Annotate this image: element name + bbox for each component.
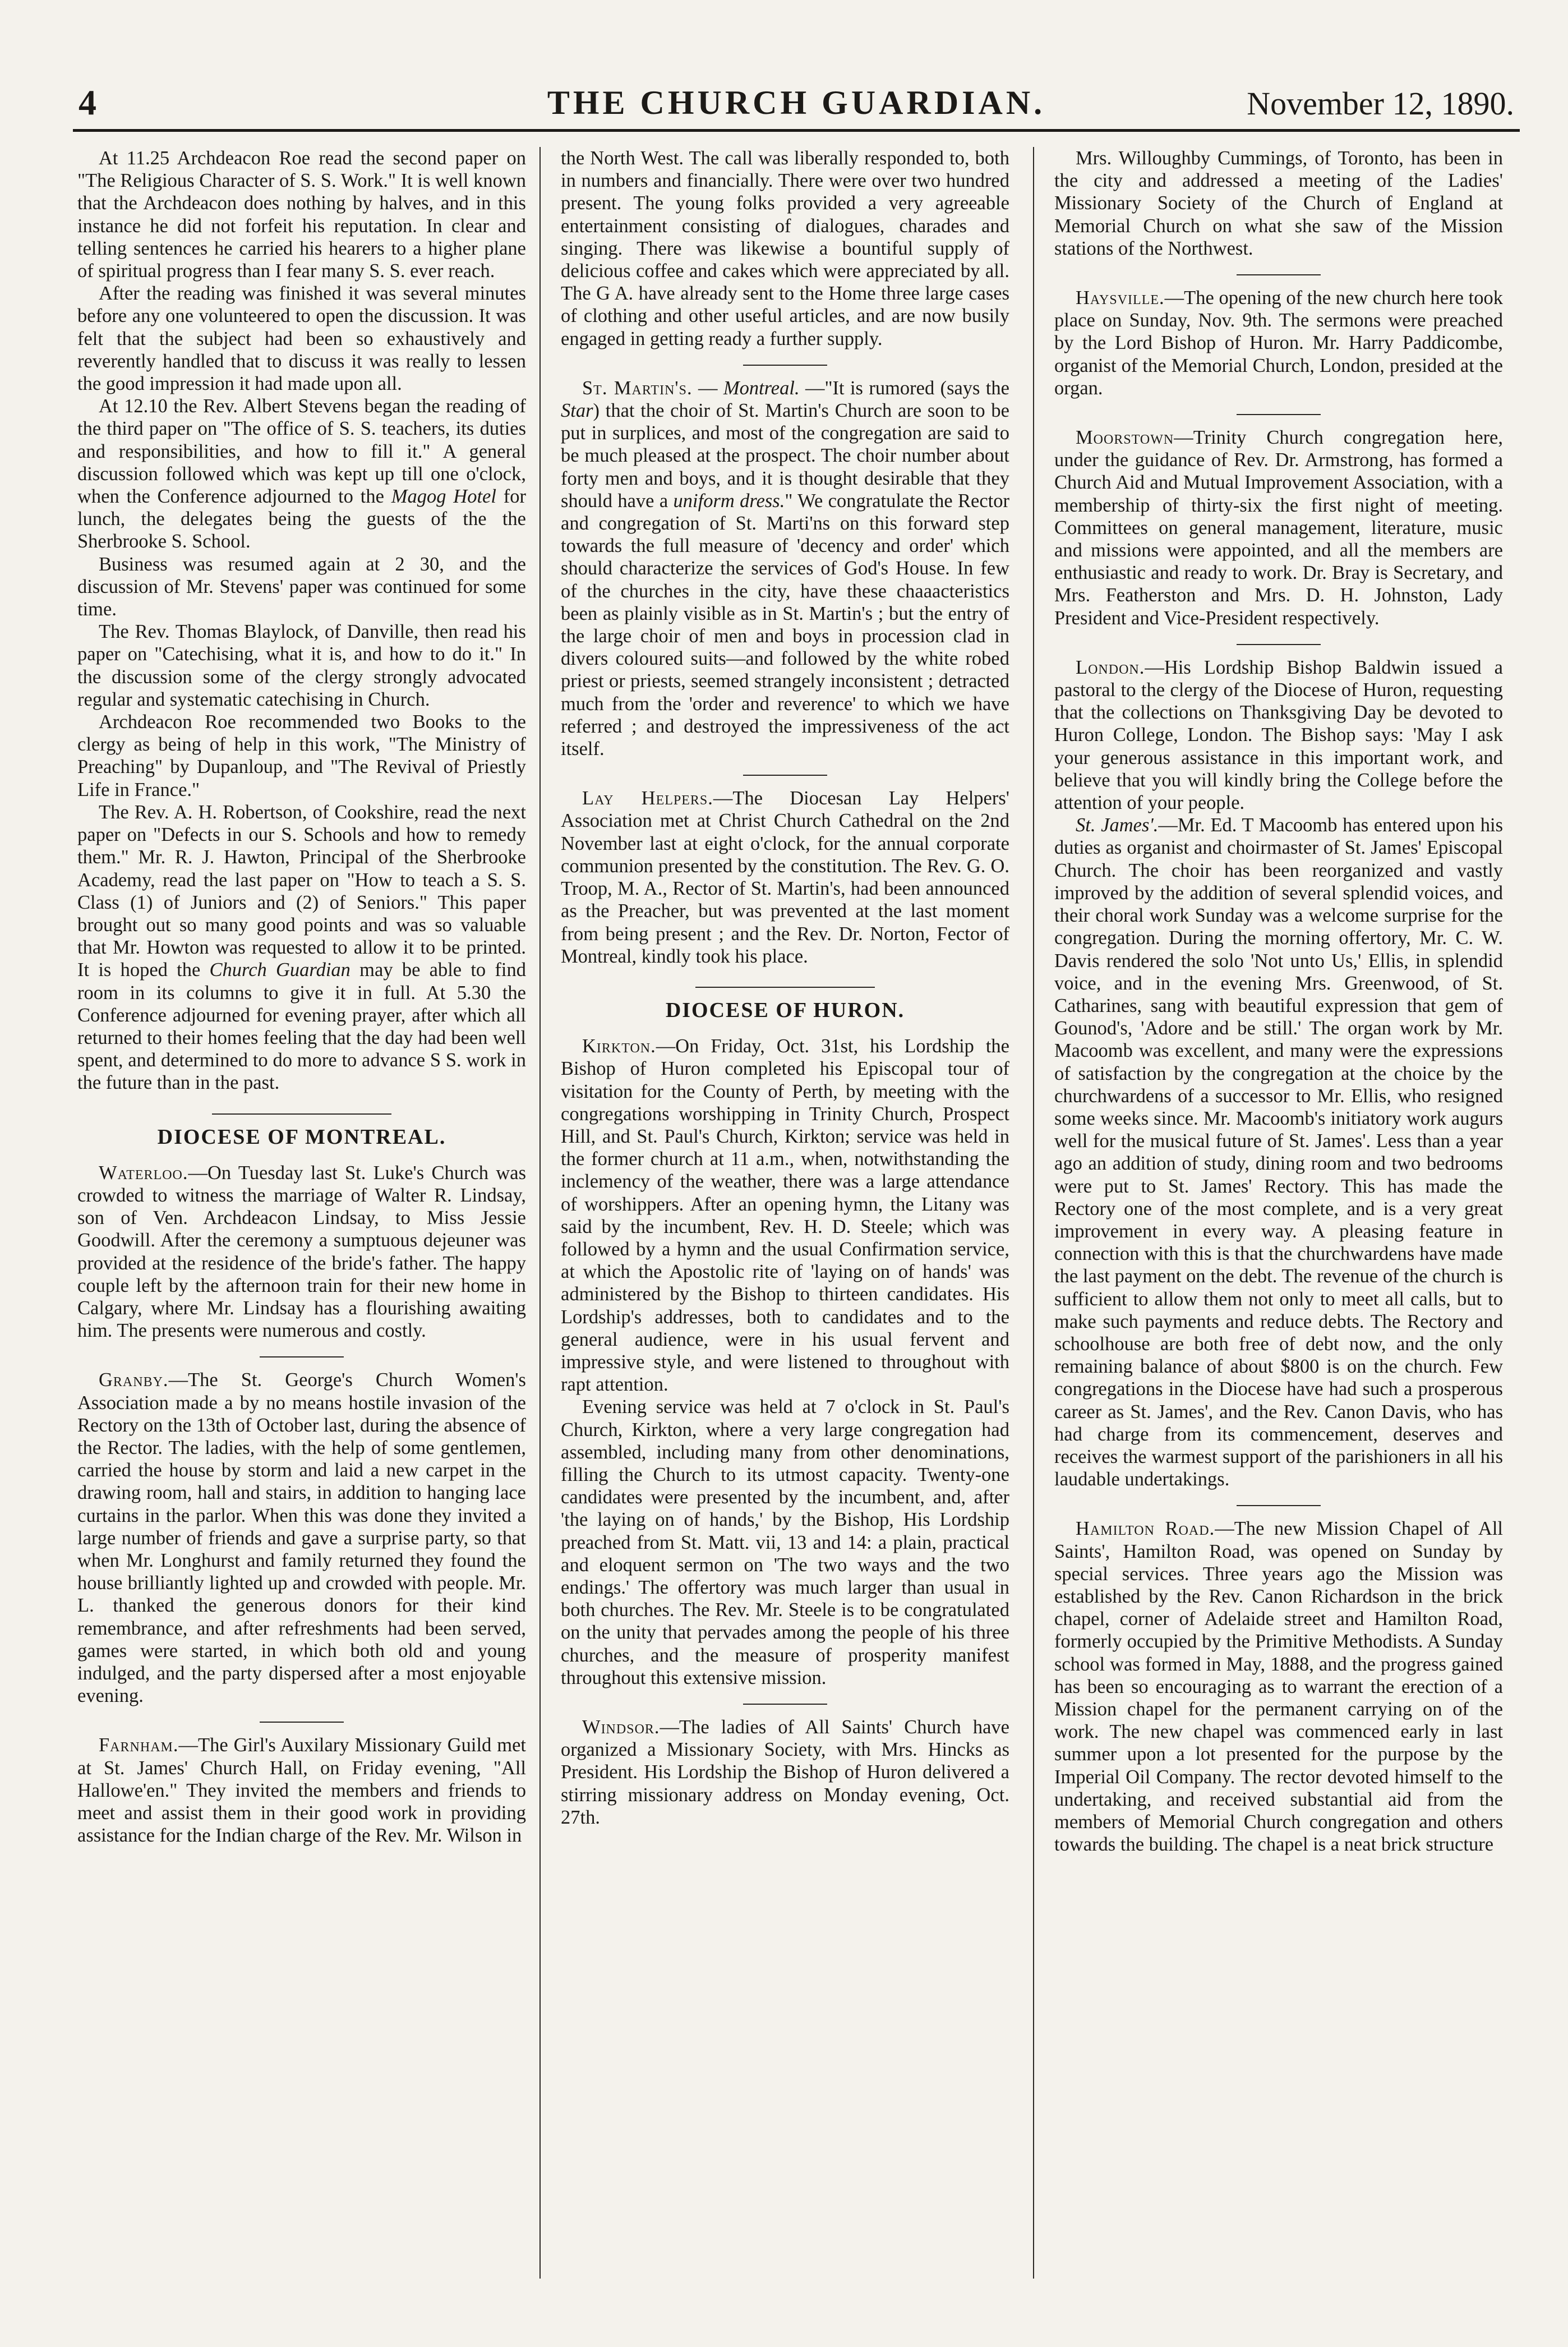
- article-paragraph: [77, 801, 526, 1094]
- news-item-haysville: [1054, 287, 1503, 399]
- item-text: —His Lordship Bishop Baldwin issued a pastoral to the clergy of the Diocese of Huron, requesting that the collections on Thanksgiving Day be devoted to Huron College, London. The Bishop says: 'May I ask your generous assistance in this important work, and believe that you will kindly bring the College before the attention of your people.: [1054, 656, 1503, 814]
- item-text: —The opening of the new church here took place on Sunday, Nov. 9th. The sermons were preached by the Lord Bishop of Huron. Mr. Harry Paddicombe, organist of the Memorial Church, London, presided at the organ.: [1054, 287, 1503, 399]
- item-text: —Mr. Ed. T Macoomb has entered upon his duties as organist and choirmaster of St. James' Episcopal Church. The choir has been reorganized and vastly improved by the addition of several splendid voices, and their choral work Sunday was a welcome surprise for the congregation. During the morning offertory, Mr. C. W. Davis rendered the solo 'Not unto Us,' Ellis, in splendid voice, and in the evening Mrs. Greenwood, of St. Catharines, sang with beautiful expression that gem of Gounod's, 'Adore and be still.' The organ work by Mr. Macoomb was excellent, and many were the expressions of satisfaction by the congregation at the choice by the churchwardens of a successor to Mr. Ellis, who resigned some weeks since. Mr. Macoomb's initiatory work augurs well for the musical future of St. James'. Less than a year ago an addition of study, dining room and two bedrooms were put to St. James' Rectory. This has made the Rectory one of the most complete, and is a very great improvement in every way. A pleasing feature in connection with this is that the churchwardens have made the last payment on the debt. The revenue of the church is sufficient to allow them not only to meet all calls, but to make such payments and reduce debts. The Rectory and schoolhouse are both free of debt now, and the only remaining balance of about $800 is on the church. Few congregations in the Diocese have had such a prosperous career as St. James', and the Rev. Canon Davis, who has had charge from its commencement, deserves and receives the warmest support of the parishioners in all his laudable undertakings.: [1054, 814, 1503, 1490]
- item-rule: [1237, 644, 1321, 645]
- news-item-granby: [77, 1369, 526, 1707]
- item-lead: Kirkton.: [582, 1036, 656, 1057]
- masthead: [73, 67, 1520, 132]
- item-lead: Granby.: [99, 1369, 169, 1391]
- item-rule: [260, 1356, 344, 1357]
- article-paragraph: Archdeacon Roe recommended two Books to the clergy as being of help in this work, "The Ministry of Preaching" by Dupanloup, and "The Revival of Priestly Life in France.": [77, 711, 526, 800]
- item-lead: Haysville.: [1076, 287, 1165, 309]
- item-text: —On Tuesday last St. Luke's Church was crowded to witness the marriage of Walter R. Lindsay, son of Ven. Archdeacon Lindsay, to Miss Jessie Goodwill. After the ceremony a sumptuous dejeuner was provided at the residence of the bride's father. The happy couple left by the afternoon train for their new home in Calgary, where Mr. Lindsay has a flourishing awaiting him. The presents were numerous and costly.: [77, 1162, 526, 1342]
- page-number: 4: [79, 82, 96, 122]
- item-lead: Windsor.: [582, 1716, 660, 1738]
- item-rule: [1237, 1505, 1321, 1506]
- item-lead: London.: [1076, 656, 1145, 678]
- article-paragraph: Business was resumed again at 2 30, and the discussion of Mr. Stevens' paper was continued for some time.: [77, 553, 526, 620]
- item-lead: Moorstown: [1076, 427, 1174, 449]
- column-divider: [1033, 147, 1034, 2279]
- item-lead: Hamilton Road.: [1076, 1518, 1215, 1540]
- article-paragraph: [77, 395, 526, 553]
- column-3: [1054, 147, 1503, 2290]
- issue-date: November 12, 1890.: [1247, 85, 1514, 122]
- paragraph-italic-text: Church Guardian: [209, 959, 351, 981]
- column-2: [561, 147, 1009, 2290]
- item-lead: St. James'.: [1076, 814, 1159, 836]
- news-item-lay-helpers: [561, 787, 1009, 968]
- news-item-moorstown: [1054, 426, 1503, 629]
- news-item-windsor: [561, 1716, 1009, 1829]
- article-paragraph: the North West. The call was liberally responded to, both in numbers and financially. There were over two hundred present. The young folks provided a very agreeable entertainment consisting of dialogues, charades and singing. There was likewise a bountiful supply of delicious coffee and cakes which were appreciated by all. The G A. have already sent to the Home three large cases of clothing and other useful articles, and are now busily engaged in getting ready a further supply.: [561, 148, 1009, 349]
- section-rule: [212, 1113, 391, 1115]
- paragraph-text: At 12.10 the Rev. Albert Stevens began the reading of the third paper on "The office of S. S. teachers, its duties and responsibilities, and how to fill it." A general discussion followed which was kept up till one o'clock, when the Conference adjourned to the: [77, 395, 526, 508]
- news-item-waterloo: [77, 1162, 526, 1342]
- item-lead: St. Martin's.: [582, 377, 693, 399]
- item-italic-text: uniform dress.: [673, 490, 785, 512]
- newspaper-title: THE CHURCH GUARDIAN.: [547, 84, 1046, 121]
- article-paragraph: Mrs. Willoughby Cummings, of Toronto, has been in the city and addressed a meeting of the Ladies' Missionary Society of the Church of England at Memorial Church on what she saw of the Mission stations of the Northwest.: [1054, 148, 1503, 259]
- item-rule: [743, 1704, 827, 1705]
- item-text: —The new Mission Chapel of All Saints', Hamilton Road, was opened on Sunday by special services. Three years ago the Mission was established by the Rev. Canon Richardson in the brick chapel, corner of Adelaide street and Hamilton Road, formerly occupied by the Primitive Methodists. A Sunday school was formed in May, 1888, and the progress gained has been so encouraging as to warrant the erection of a Mission chapel for the permanent carrying on of the work. The new chapel was commenced early in last summer upon a lot presented for the purpose by the Imperial Oil Company. The rector devoted himself to the undertaking, and received substantial aid from the members of Memorial Church congregation and others towards the building. The chapel is a neat brick structure: [1054, 1518, 1503, 1856]
- news-item-st-martins: [561, 377, 1009, 760]
- news-item-hamilton-road: [1054, 1517, 1503, 1856]
- item-text: ) that the choir of St. Martin's Church are soon to be put in surplices, and most of the congregation are said to be much pleased at the prospect. The choir number about forty men and boys, and it is thought desirable that they should have a: [561, 400, 1009, 512]
- item-lead: Lay Helpers.: [582, 788, 713, 809]
- item-text: —The Diocesan Lay Helpers' Association met at Christ Church Cathedral on the 2nd November last at eight o'clock, for the annual corporate communion presented by the constitution. The Rev. G. O. Troop, M. A., Rector of St. Martin's, had been announced as the Preacher, but was prevented at the last moment from being present ; and the Rev. Dr. Norton, Fector of Montreal, kindly took his place.: [561, 788, 1009, 967]
- item-text: —The St. George's Church Women's Association made a by no means hostile invasion of the Rectory on the 13th of October last, during the absence of the Rector. The ladies, with the help of some gentlemen, carried the house by storm and laid a new carpet in the drawing room, hall and stairs, in addition to hanging lace curtains in the parlor. When this was done they invited a large number of friends and gave a surprise party, so that when Mr. Longhurst and family returned they found the house brilliantly lighted up and crowded with people. Mr. L. thanked the generous donors for their kind remembrance, and after refreshments had been served, games were started, in which both old and young indulged, and the party dispersed after a most enjoyable evening.: [77, 1369, 526, 1707]
- paragraph-italic-text: Magog Hotel: [391, 486, 496, 508]
- item-rule: [1237, 274, 1321, 275]
- news-item-kirkton: [561, 1035, 1009, 1396]
- column-1: [77, 147, 526, 2290]
- paragraph-text: may be able to find room in its columns to give it in full. At 5.30 the Conference adjourned for evening prayer, after which all returned to their homes feeling that the day had been well spent, and determined to do more to advance S S. work in the future than in the past.: [77, 959, 526, 1094]
- article-paragraph: The Rev. Thomas Blaylock, of Danville, then read his paper on "Catechising, what it is, and how to do it." In the discussion some of the clergy strongly advocated regular and systematic catechising in Church.: [77, 621, 526, 710]
- section-rule: [695, 987, 875, 988]
- item-rule: [1237, 414, 1321, 415]
- news-item-st-james: [1054, 814, 1503, 1490]
- item-text: —Trinity Church congregation here, under the guidance of Rev. Dr. Armstrong, has formed a Church Aid and Mutual Improvement Association, with a membership of thirty-six the first night of meeting. Committees on general management, literature, music and missions were appointed, and all the members are enthusiastic and ready to work. Dr. Bray is Secretary, and Mrs. Featherston and Mrs. D. H. Johnston, Lady President and Vice-President respectively.: [1054, 427, 1503, 629]
- item-text: —The Girl's Auxilary Missionary Guild met at St. James' Church Hall, on Friday evening, "All Hallowe'en." They invited the members and friends to meet and assist them in their good work in providing assistance for the Indian charge of the Rev. Mr. Wilson in: [77, 1734, 526, 1847]
- item-rule: [260, 1722, 344, 1723]
- item-rule: [743, 365, 827, 366]
- paragraph-text: The Rev. A. H. Robertson, of Cookshire, read the next paper on "Defects in our S. Schools and how to remedy them." Mr. R. J. Hawton, Principal of the Sherbrooke Academy, read the last paper on "How to teach a S. S. Class (1) of Juniors and (2) of Seniors." This paper brought out so many good points and was so valuable that Mr. Howton was requested to allow it to be printed. It is hoped the: [77, 801, 526, 981]
- item-lead: Waterloo.: [99, 1162, 188, 1184]
- item-lead: Farnham.: [99, 1734, 179, 1756]
- item-rule: [743, 775, 827, 776]
- section-heading-huron: DIOCESE OF HURON.: [665, 998, 905, 1022]
- item-text: —"It is rumored (says the: [799, 377, 1009, 399]
- article-paragraph: Evening service was held at 7 o'clock in St. Paul's Church, Kirkton, where a very large congregation had assembled, including many from other denominations, filling the Church to its utmost capacity. Twenty-one candidates were presented by the incumbent, and, after 'the laying on of hands,' by the Bishop, His Lordship preached from St. Matt. vii, 13 and 14: a plain, practical and eloquent sermon on 'The two ways and the two endings.' The offertory was much larger than usual in both churches. The Rev. Mr. Steele is to be congratulated on the unity that pervades among the people of his three churches, and the measure of prosperity manifest throughout this extensive mission.: [561, 1396, 1009, 1688]
- item-italic-text: Star: [561, 400, 593, 422]
- item-text: —On Friday, Oct. 31st, his Lordship the Bishop of Huron completed his Episcopal tour of visitation for the County of Perth, by meeting with the congregations worshipping in Trinity Church, Prospect Hill, and St. Paul's Church, Kirkton; service was held in the former church at 11 a.m., when, notwithstanding the inclemency of the weather, there was a large attendance of worshippers. After an opening hymn, the Litany was said by the incumbent, Rev. H. D. Steele; which was followed by a hymn and the usual Confirmation service, at which the Apostolic rite of 'laying on of hands' was administered by the Bishop to thirteen candidates. His Lordship's addresses, both to candidates and to the general audience, were in his usual fervent and impressive style, and were listened to throughout with rapt attention.: [561, 1036, 1009, 1396]
- news-item-london: [1054, 656, 1503, 814]
- item-text: " We congratulate the Rector and congregation of St. Marti'ns on this forward step towards the full measure of 'decency and order' which should characterize the services of God's House. In few of the churches in the city, have these chaaacteristics been as plainly visible as in St. Martin's ; but the entry of the large choir of men and boys in procession clad in divers coloured suits—and followed by the white robed priest or priests, seemed strangely inconsistent ; detracted much from the 'order and reverence' to which we have referred ; and destroyed the impressiveness of the act itself.: [561, 490, 1009, 760]
- item-text: —: [692, 377, 723, 399]
- article-paragraph: At 11.25 Archdeacon Roe read the second paper on "The Religious Character of S. S. Work." It is well known that the Archdeacon does nothing by halves, and in this instance he did not forfeit his reputation. In clear and telling sentences he carried his hearers to a higher plane of spiritual progress than I fear many S. S. ever reach.: [77, 148, 526, 282]
- paragraph-text: for lunch, the delegates being the guests of the the Sherbrooke S. School.: [77, 486, 526, 553]
- section-heading-montreal: DIOCESE OF MONTREAL.: [157, 1125, 446, 1149]
- column-divider: [539, 147, 541, 2279]
- news-item-farnham: [77, 1734, 526, 1847]
- article-paragraph: After the reading was finished it was several minutes before any one volunteered to open the discussion. It was felt that the subject had been so exhaustively and reverently handled that to discuss it was really to lessen the good impression it had made upon all.: [77, 283, 526, 395]
- item-place: Montreal.: [723, 377, 800, 399]
- item-text: —The ladies of All Saints' Church have organized a Missionary Society, with Mrs. Hincks as President. His Lordship the Bishop of Huron delivered a stirring missionary address on Monday evening, Oct. 27th.: [561, 1716, 1009, 1828]
